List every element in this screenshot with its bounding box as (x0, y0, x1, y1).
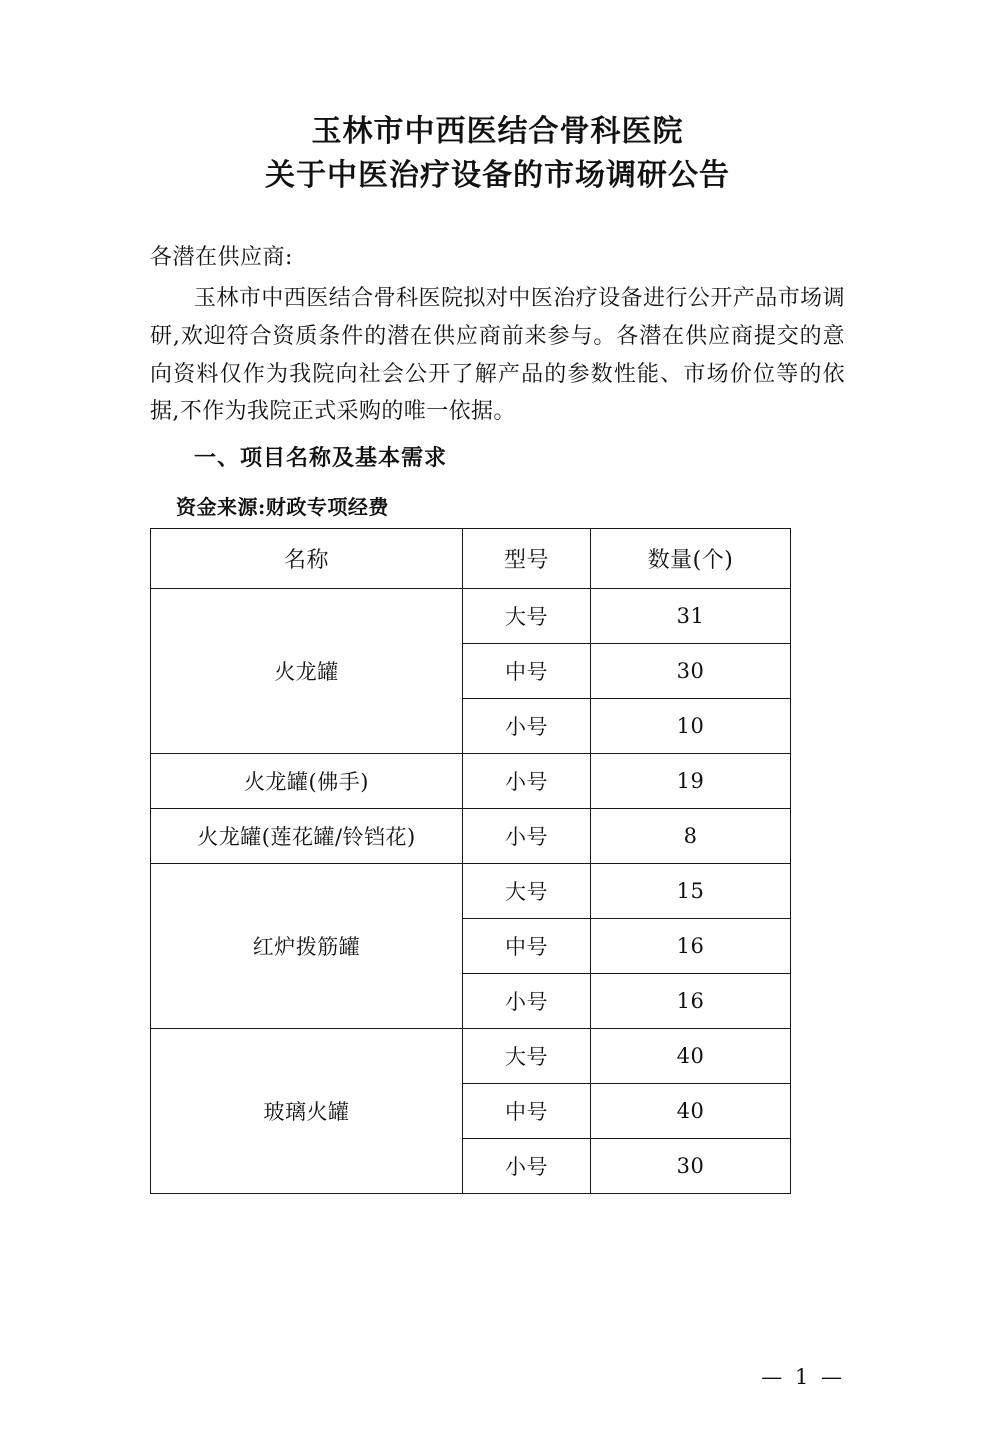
table-cell-name: 火龙罐 (151, 588, 463, 753)
table-row (151, 753, 791, 808)
table-cell-name: 火龙罐(莲花罐/铃铛花) (151, 808, 463, 863)
fund-source: 资金来源:财政专项经费 (176, 494, 389, 519)
page-title-line-1: 玉林市中西医结合骨科医院 (311, 114, 684, 149)
table-row (151, 808, 791, 863)
table-cell-qty: 15 (591, 863, 791, 918)
table-cell-model: 小号 (463, 698, 591, 753)
table-cell-qty: 30 (591, 643, 791, 698)
table-cell-name: 玻璃火罐 (151, 1028, 463, 1193)
table-row (151, 863, 791, 918)
table-cell-name: 火龙罐(佛手) (151, 753, 463, 808)
table-cell-model: 大号 (463, 588, 591, 643)
requirements-table (150, 528, 791, 1194)
table-cell-model: 小号 (463, 1138, 591, 1193)
table-header-qty: 数量(个) (591, 528, 791, 588)
table-cell-model: 小号 (463, 753, 591, 808)
table-cell-qty: 16 (591, 973, 791, 1028)
page-title (150, 110, 845, 197)
table-cell-qty: 31 (591, 588, 791, 643)
table-cell-qty: 19 (591, 753, 791, 808)
table-row (151, 588, 791, 643)
table-cell-model: 大号 (463, 863, 591, 918)
table-cell-model: 小号 (463, 973, 591, 1028)
table-header-row (151, 528, 791, 588)
table-cell-name: 红炉拨筋罐 (151, 863, 463, 1028)
table-header-model: 型号 (463, 528, 591, 588)
table-header-name: 名称 (151, 528, 463, 588)
salutation: 各潜在供应商: (150, 245, 293, 270)
page-title-line-2: 关于中医治疗设备的市场调研公告 (265, 157, 730, 193)
table-cell-model: 中号 (463, 918, 591, 973)
table-cell-model: 中号 (463, 643, 591, 698)
table-cell-model: 小号 (463, 808, 591, 863)
table-cell-qty: 40 (591, 1028, 791, 1083)
page-number: — 1 — (761, 1365, 845, 1389)
table-cell-qty: 30 (591, 1138, 791, 1193)
section-heading: 一、项目名称及基本需求 (194, 445, 448, 472)
table-cell-qty: 8 (591, 808, 791, 863)
table-row (151, 1028, 791, 1083)
table-cell-model: 大号 (463, 1028, 591, 1083)
table-cell-qty: 10 (591, 698, 791, 753)
table-cell-qty: 16 (591, 918, 791, 973)
table-cell-qty: 40 (591, 1083, 791, 1138)
body-paragraph: 玉林市中西医结合骨科医院拟对中医治疗设备进行公开产品市场调研,欢迎符合资质条件的潜在供应商前来参与。各潜在供应商提交的意向资料仅作为我院向社会公开了解产品的参数性能、市场价位等的依据,不作为我院正式采购的唯一依据。 (150, 286, 845, 425)
table-cell-model: 中号 (463, 1083, 591, 1138)
